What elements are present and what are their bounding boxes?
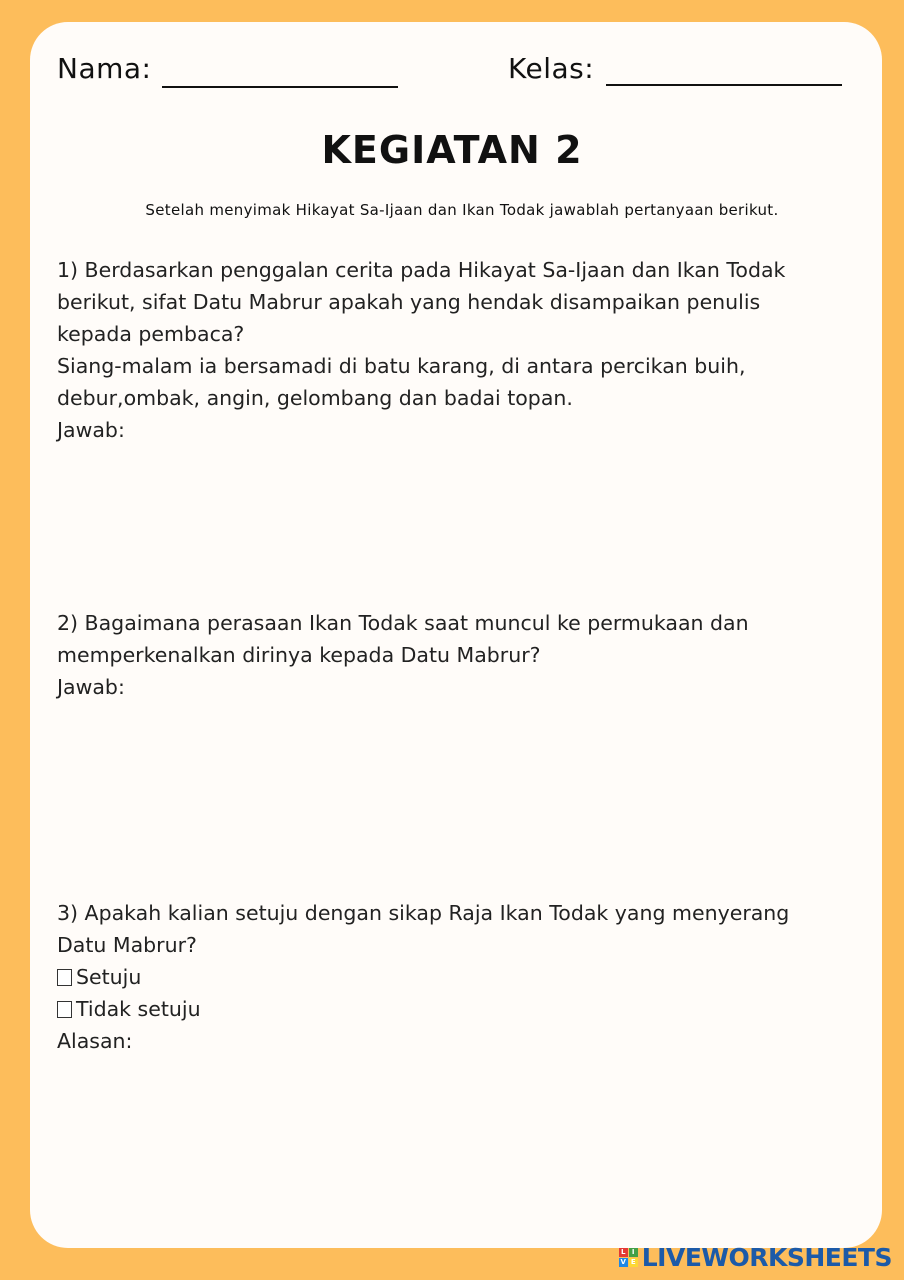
question-1-line: Siang-malam ia bersamadi di batu karang, di antara percikan buih, [57,354,746,378]
question-2-line: 2) Bagaimana perasaan Ikan Todak saat muncul ke permukaan dan [57,611,749,635]
question-2-line: memperkenalkan dirinya kepada Datu Mabrur? [57,643,541,667]
question-3-line: Datu Mabrur? [57,933,197,957]
option-tidak-setuju[interactable] [57,993,847,1025]
alasan-label: Alasan: [57,1029,133,1053]
kelas-label: Kelas: [508,52,595,85]
answer-label: Jawab: [57,418,125,442]
logo-letter: E [629,1258,638,1267]
logo-grid-icon [619,1248,638,1267]
checkbox-setuju[interactable] [57,969,72,986]
logo-text: LIVEWORKSHEETS [641,1243,892,1272]
checkbox-tidak-setuju[interactable] [57,1001,72,1018]
question-3 [57,897,847,1057]
nama-label: Nama: [57,52,152,85]
option-label: Setuju [76,965,142,989]
answer-label: Jawab: [57,675,125,699]
kelas-field-line[interactable] [606,84,842,86]
question-1 [57,254,847,446]
nama-field-line[interactable] [162,86,398,88]
instruction-text: Setelah menyimak Hikayat Sa-Ijaan dan Ikan Todak jawablah pertanyaan berikut. [145,201,779,219]
question-1-line: 1) Berdasarkan penggalan cerita pada Hikayat Sa-Ijaan dan Ikan Todak [57,258,786,282]
logo-letter: V [620,1258,626,1266]
option-setuju[interactable] [57,961,847,993]
page-title: KEGIATAN 2 [321,128,583,172]
question-3-line: 3) Apakah kalian setuju dengan sikap Raja Ikan Todak yang menyerang [57,901,790,925]
question-2 [57,607,847,703]
option-label: Tidak setuju [76,997,201,1021]
question-1-line: debur,ombak, angin, gelombang dan badai topan. [57,386,573,410]
logo-letter: I [629,1248,638,1257]
question-1-line: berikut, sifat Datu Mabrur apakah yang hendak disampaikan penulis [57,290,761,314]
liveworksheets-logo [619,1243,892,1272]
question-1-line: kepada pembaca? [57,322,245,346]
logo-letter: L [619,1248,628,1257]
